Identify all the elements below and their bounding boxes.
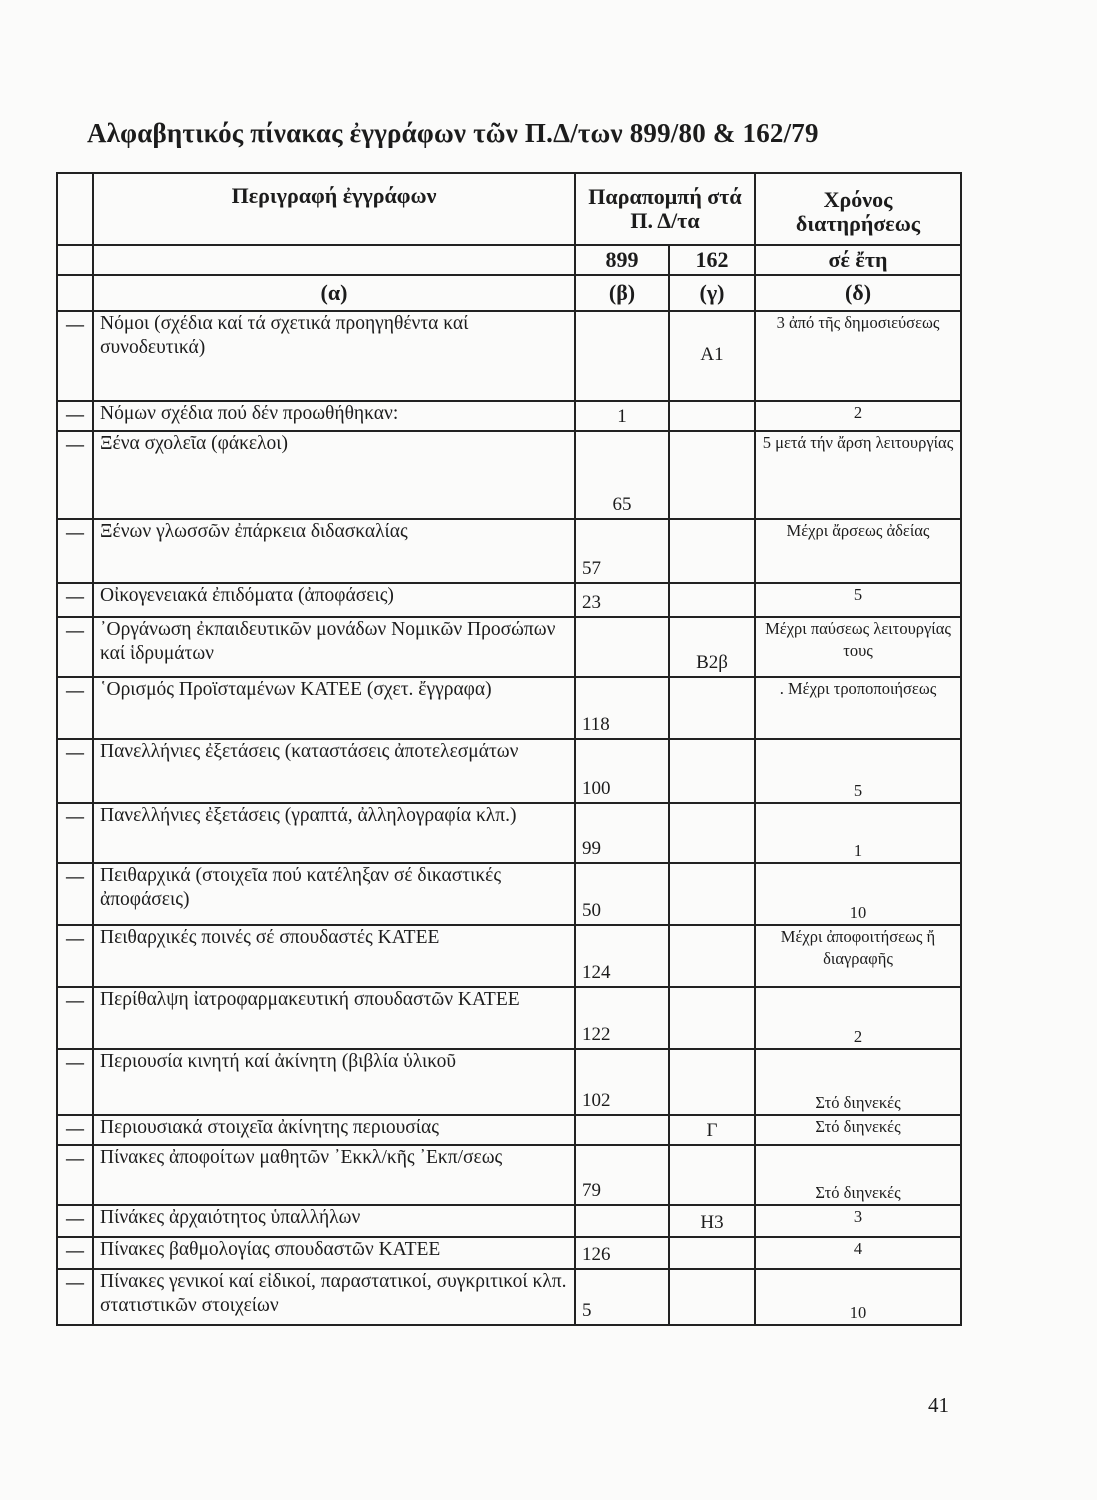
row-ref-162 <box>669 431 755 519</box>
row-ref-162 <box>669 677 755 739</box>
row-ref-899: 50 <box>575 863 669 925</box>
table-row <box>57 739 961 803</box>
row-retention: Στό διηνεκές <box>755 1115 961 1145</box>
row-dash: — <box>57 519 93 583</box>
blank-cell <box>57 245 93 275</box>
row-retention: Μέχρι ἀποφοιτήσεως ἤ διαγραφῆς <box>755 925 961 987</box>
table-row <box>57 311 961 401</box>
table-row <box>57 583 961 617</box>
row-retention: Μέχρι ἄρσεως ἀδείας <box>755 519 961 583</box>
row-ref-162: B2β <box>669 617 755 677</box>
row-dash: — <box>57 1237 93 1269</box>
table-row <box>57 617 961 677</box>
table-row <box>57 1049 961 1115</box>
row-description: Ξένα σχολεῖα (φάκελοι) <box>93 431 575 519</box>
row-description: Πανελλήνιες ἐξετάσεις (γραπτά, ἀλληλογραφία κλπ.) <box>93 803 575 863</box>
table-row <box>57 1115 961 1145</box>
row-description: Νόμοι (σχέδια καί τά σχετικά προηγηθέντα καί συνοδευτικά) <box>93 311 575 401</box>
row-description: Περιουσιακά στοιχεῖα ἀκίνητης περιουσίας <box>93 1115 575 1145</box>
header-retention: Χρόνος διατηρήσεως <box>755 173 961 245</box>
row-ref-162 <box>669 863 755 925</box>
row-dash: — <box>57 401 93 431</box>
table-row <box>57 431 961 519</box>
row-dash: — <box>57 677 93 739</box>
row-dash: — <box>57 925 93 987</box>
row-ref-162: Γ <box>669 1115 755 1145</box>
row-description: Πίνακες ἀποφοίτων μαθητῶν ᾿Εκκλ/κῆς ᾿Εκπ/σεως <box>93 1145 575 1205</box>
row-retention: 5 μετά τήν ἄρση λειτουργίας <box>755 431 961 519</box>
blank-cell <box>57 275 93 311</box>
row-dash: — <box>57 617 93 677</box>
label-d: (δ) <box>755 275 961 311</box>
row-ref-162 <box>669 987 755 1049</box>
row-ref-899: 65 <box>575 431 669 519</box>
documents-table <box>56 172 962 1326</box>
row-dash: — <box>57 1049 93 1115</box>
label-a: (α) <box>93 275 575 311</box>
row-ref-162 <box>669 1237 755 1269</box>
row-description: ᾿Οργάνωση ἐκπαιδευτικῶν μονάδων Νομικῶν Προσώπων καί ἱδρυμάτων <box>93 617 575 677</box>
table-row <box>57 1269 961 1325</box>
row-retention: Μέχρι παύσεως λειτουργίας τους <box>755 617 961 677</box>
row-description: Πίνακες γενικοί καί εἰδικοί, παραστατικοί, συγκριτικοί κλπ. στατιστικῶν στοιχείων <box>93 1269 575 1325</box>
row-retention: . Μέχρι τροποποιήσεως <box>755 677 961 739</box>
row-retention: Στό διηνεκές <box>755 1049 961 1115</box>
row-ref-899: 102 <box>575 1049 669 1115</box>
row-retention: 1 <box>755 803 961 863</box>
row-ref-162 <box>669 1049 755 1115</box>
row-ref-899: 124 <box>575 925 669 987</box>
row-ref-899 <box>575 1205 669 1237</box>
row-ref-162: A1 <box>669 311 755 401</box>
header-col-899: 899 <box>575 245 669 275</box>
row-dash: — <box>57 987 93 1049</box>
table-row <box>57 987 961 1049</box>
row-description: Οἰκογενειακά ἐπιδόματα (ἀποφάσεις) <box>93 583 575 617</box>
row-description: Πειθαρχικά (στοιχεῖα πού κατέληξαν σέ δικαστικές ἀποφάσεις) <box>93 863 575 925</box>
row-dash: — <box>57 863 93 925</box>
row-description: Ξένων γλωσσῶν ἐπάρκεια διδασκαλίας <box>93 519 575 583</box>
row-dash: — <box>57 803 93 863</box>
table-row <box>57 401 961 431</box>
row-dash: — <box>57 1205 93 1237</box>
row-ref-162 <box>669 583 755 617</box>
table-row <box>57 1205 961 1237</box>
page-number: 41 <box>928 1393 949 1417</box>
row-description: Πίνάκες ἀρχαιότητος ὑπαλλήλων <box>93 1205 575 1237</box>
label-b: (β) <box>575 275 669 311</box>
row-ref-899: 5 <box>575 1269 669 1325</box>
row-dash: — <box>57 1145 93 1205</box>
row-description: ῾Ορισμός Προϊσταμένων ΚΑΤΕΕ (σχετ. ἔγγραφα) <box>93 677 575 739</box>
row-retention: Στό διηνεκές <box>755 1145 961 1205</box>
blank-corner <box>57 173 93 245</box>
row-ref-899: 23 <box>575 583 669 617</box>
header-col-162: 162 <box>669 245 755 275</box>
row-ref-899: 100 <box>575 739 669 803</box>
header-years: σέ ἔτη <box>755 245 961 275</box>
row-ref-162 <box>669 739 755 803</box>
row-description: Περίθαλψη ἰατροφαρμακευτική σπουδαστῶν ΚΑΤΕΕ <box>93 987 575 1049</box>
row-ref-899 <box>575 1115 669 1145</box>
header-description: Περιγραφή ἐγγράφων <box>93 173 575 245</box>
row-ref-899: 79 <box>575 1145 669 1205</box>
row-dash: — <box>57 583 93 617</box>
row-ref-899: 118 <box>575 677 669 739</box>
row-ref-899 <box>575 617 669 677</box>
row-ref-162 <box>669 519 755 583</box>
row-retention: 3 <box>755 1205 961 1237</box>
row-retention: 2 <box>755 401 961 431</box>
row-ref-899: 57 <box>575 519 669 583</box>
row-ref-899: 99 <box>575 803 669 863</box>
row-dash: — <box>57 1269 93 1325</box>
row-ref-899: 122 <box>575 987 669 1049</box>
table-row <box>57 677 961 739</box>
row-dash: — <box>57 739 93 803</box>
row-retention: 5 <box>755 583 961 617</box>
row-ref-899: 1 <box>575 401 669 431</box>
row-retention: 2 <box>755 987 961 1049</box>
row-dash: — <box>57 311 93 401</box>
table-row <box>57 863 961 925</box>
table-row <box>57 1237 961 1269</box>
table-row <box>57 803 961 863</box>
row-ref-162 <box>669 1145 755 1205</box>
row-retention: 5 <box>755 739 961 803</box>
row-description: Πειθαρχικές ποινές σέ σπουδαστές ΚΑΤΕΕ <box>93 925 575 987</box>
row-ref-899: 126 <box>575 1237 669 1269</box>
header-reference: Παραπομπή στά Π. Δ/τα <box>575 173 755 245</box>
label-c: (γ) <box>669 275 755 311</box>
row-retention: 3 ἀπό τῆς δημοσιεύσεως <box>755 311 961 401</box>
row-description: Πίνακες βαθμολογίας σπουδαστῶν ΚΑΤΕΕ <box>93 1237 575 1269</box>
blank-cell <box>93 245 575 275</box>
row-ref-162 <box>669 803 755 863</box>
row-dash: — <box>57 431 93 519</box>
page-title: Αλφαβητικός πίνακας ἐγγράφων τῶν Π.Δ/των 899/80 & 162/79 <box>87 118 819 148</box>
row-dash: — <box>57 1115 93 1145</box>
row-ref-162: H3 <box>669 1205 755 1237</box>
row-retention: 10 <box>755 863 961 925</box>
row-description: Πανελλήνιες ἐξετάσεις (καταστάσεις ἀποτελεσμάτων <box>93 739 575 803</box>
row-ref-162 <box>669 1269 755 1325</box>
table-row <box>57 925 961 987</box>
row-retention: 4 <box>755 1237 961 1269</box>
row-ref-162 <box>669 925 755 987</box>
table-row <box>57 1145 961 1205</box>
row-ref-162 <box>669 401 755 431</box>
row-retention: 10 <box>755 1269 961 1325</box>
row-description: Νόμων σχέδια πού δέν προωθήθηκαν: <box>93 401 575 431</box>
table-row <box>57 519 961 583</box>
row-description: Περιουσία κινητή καί ἀκίνητη (βιβλία ὑλικοῦ <box>93 1049 575 1115</box>
row-ref-899 <box>575 311 669 401</box>
